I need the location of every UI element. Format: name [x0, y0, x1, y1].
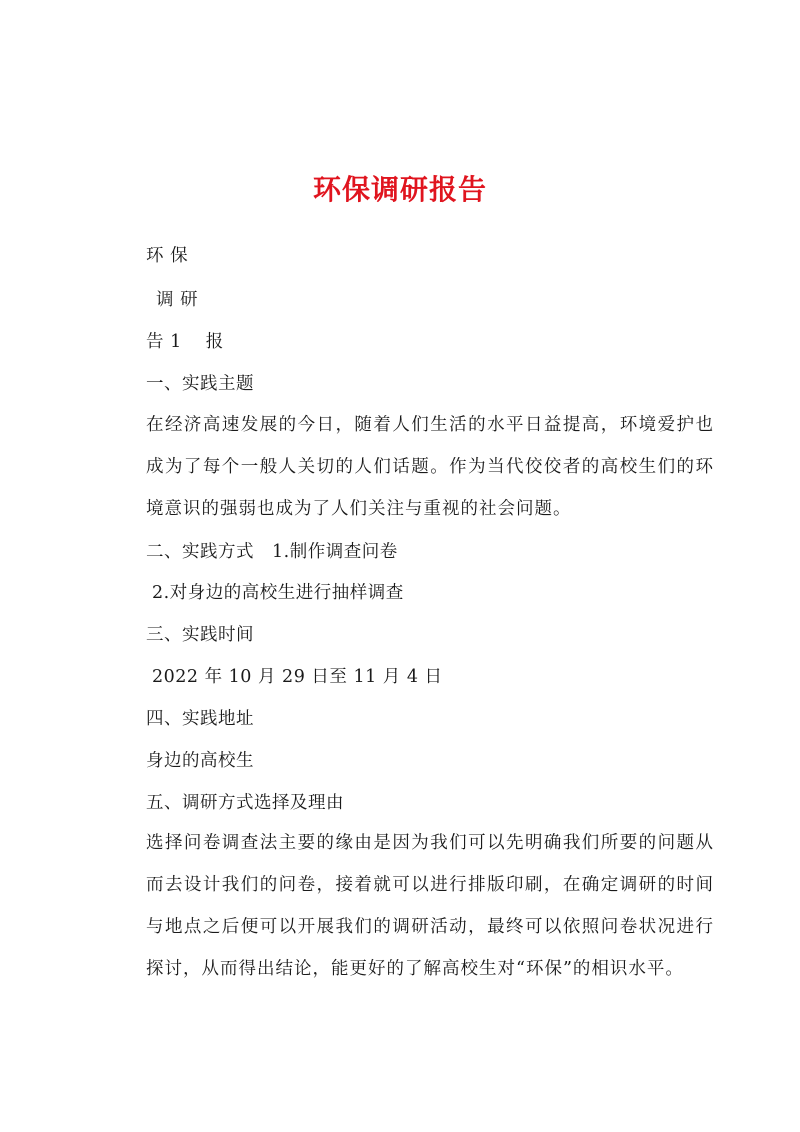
- section-4-heading: 四、实践地址: [146, 709, 254, 729]
- section-2-heading: 二、实践方式: [146, 542, 254, 562]
- cover-line-2: 调 研: [156, 290, 199, 310]
- document-title: 环保调研报告: [312, 173, 487, 206]
- section-5-heading: 五、调研方式选择及理由: [146, 793, 344, 813]
- section-3-heading: 三、实践时间: [146, 625, 254, 645]
- section-3-text: 2022 年 10 月 29 日至 11 月 4 日: [152, 667, 443, 687]
- section-1-paragraph: 在经济高速发展的今日，随着人们生活的水平日益提高，环境爱护也成为了每个一般人关切的人们话题。作为当代佼佼者的高校生们的环境意识的强弱也成为了人们关注与重视的社会问题。: [146, 415, 714, 519]
- section-1-heading: 一、实践主题: [146, 374, 254, 394]
- section-4-text: 身边的高校生: [146, 751, 254, 771]
- section-5-paragraph: 选择问卷调查法主要的缘由是因为我们可以先明确我们所要的问题从而去设计我们的问卷，接着就可以进行排版印刷，在确定调研的时间与地点之后便可以开展我们的调研活动，最终可以依照问卷状况进行探讨，从而得出结论，能更好的了解高校生对“环保”的相识水平。: [146, 833, 714, 979]
- section-2-item-2: 2.对身边的高校生进行抽样调查: [152, 583, 404, 603]
- cover-line-1: 环 保: [146, 246, 189, 266]
- cover-line-3: 告 1 报: [146, 332, 224, 352]
- section-2-item-1: 1.制作调查问卷: [272, 542, 398, 562]
- section-2-heading-row: [146, 540, 398, 564]
